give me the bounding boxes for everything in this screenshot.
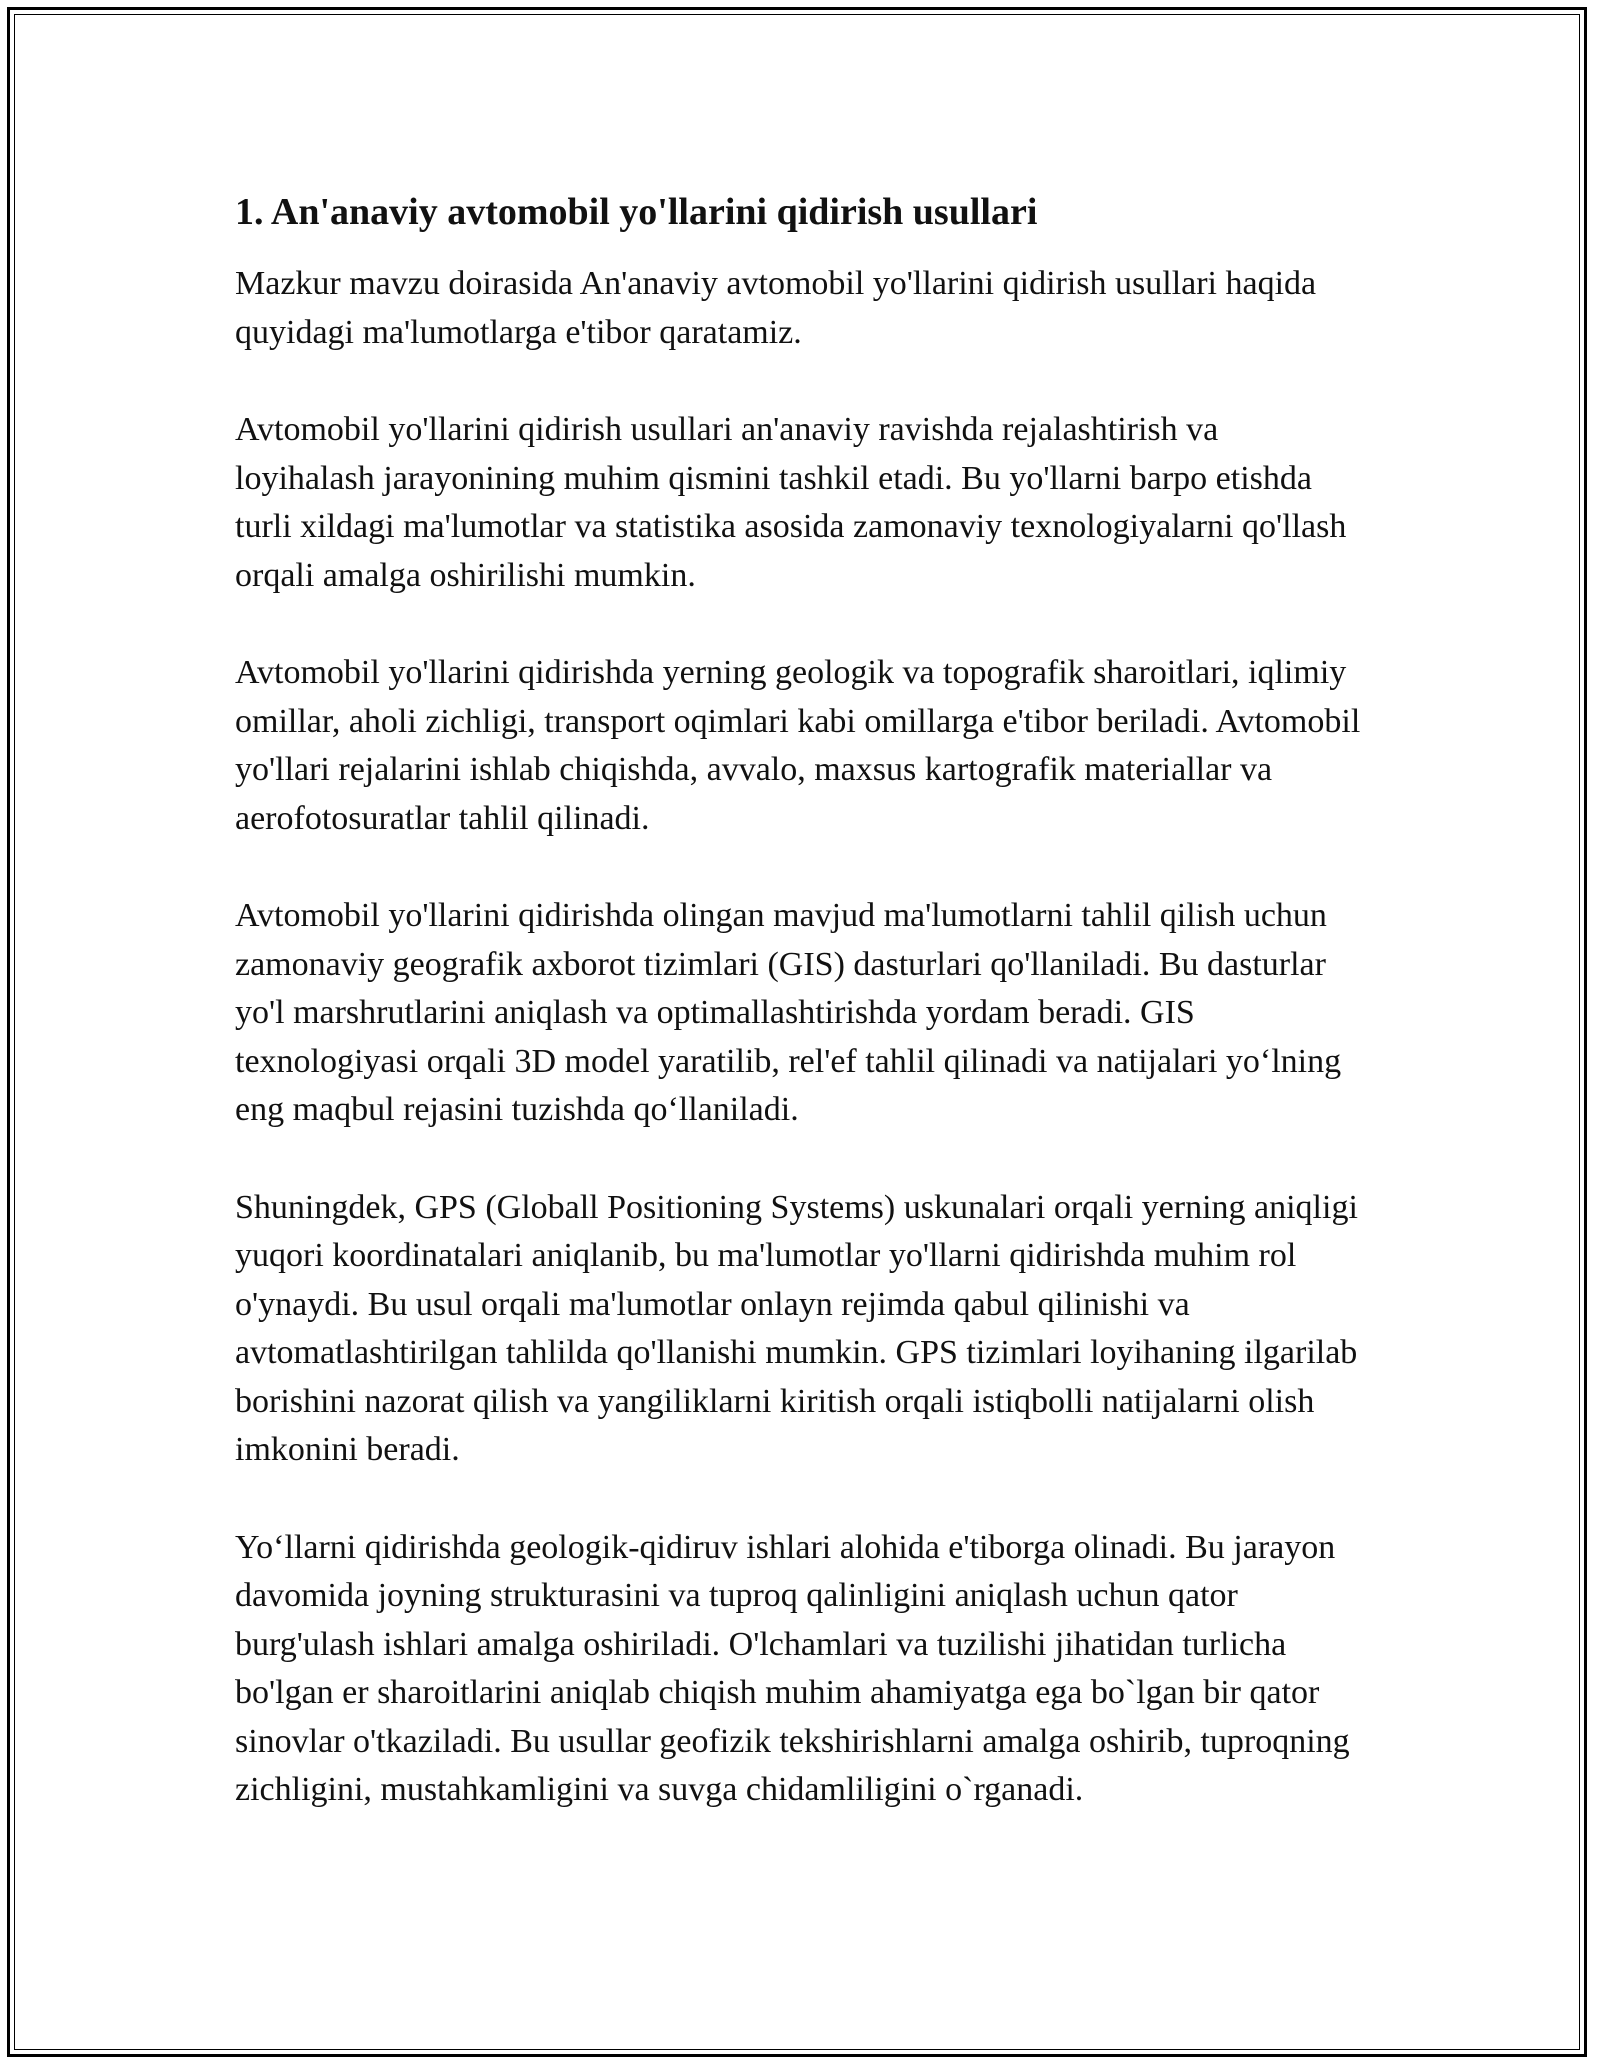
paragraph-gps: Shuningdek, GPS (Globall Positioning Systems) uskunalari orqali yerning aniqligi yuqori koordinatalari aniqlanib, bu ma'lumotlar yo'llarni qidirishda muhim rol o'ynaydi. Bu usul orqali ma'lumotlar onlayn rejimda qabul qilinishi va avtomatlashtirilgan tahlilda qo'llanishi mumkin. GPS tizimlari loyihaning ilgarilab borishini nazorat qilish va yangiliklarni kiritish orqali istiqbolli natijalarni olish imkonini beradi. (235, 1188, 1358, 1468)
paragraph-methods: Avtomobil yo'llarini qidirish usullari an'anaviy ravishda rejalashtirish va loyihalash jarayonining muhim qismini tashkil etadi. Bu yo'llarni barpo etishda turli xildagi ma'lumotlar va statistika asosida zamonaviy texnologiyalarni qo'llash orqali amalga oshirilishi mumkin. (235, 411, 1347, 594)
paragraph-intro: Mazkur mavzu doirasida An'anaviy avtomobil yo'llarini qidirish usullari haqida quyidagi ma'lumotlarga e'tibor qaratamiz. (235, 265, 1317, 351)
paragraph-gis: Avtomobil yo'llarini qidirishda olingan mavjud ma'lumotlarni tahlil qilish uchun zamonaviy geografik axborot tizimlari (GIS) dasturlari qo'llaniladi. Bu dasturlar yo'l marshrutlarini aniqlash va optimallashtirishda yordam beradi. GIS texnologiyasi orqali 3D model yaratilib, rel'ef tahlil qilinadi va natijalari yo‘lning eng maqbul rejasini tuzishda qo‘llaniladi. (235, 897, 1342, 1128)
paragraph-geology: Yo‘llarni qidirishda geologik-qidiruv ishlari alohida e'tiborga olinadi. Bu jarayon davomida joyning strukturasini va tuproq qalinligini aniqlash uchun qator burg'ulash ishlari amalga oshiriladi. O'lchamlari va tuzilishi jihatidan turlicha bo'lgan er sharoitlarini aniqlab chiqish muhim ahamiyatga ega bo`lgan bir qator sinovlar o'tkaziladi. Bu usullar geofizik tekshirishlarni amalga oshirib, tuproqning zichligini, mustahkamligini va suvga chidamliligini o`rganadi. (235, 1528, 1350, 1808)
document-title: 1. An'anaviy avtomobil yo'llarini qidirish usullari (235, 191, 1038, 233)
document-body (235, 184, 1365, 1864)
paragraph-conditions: Avtomobil yo'llarini qidirishda yerning geologik va topografik sharoitlari, iqlimiy omillar, aholi zichligi, transport oqimlari kabi omillarga e'tibor beriladi. Avtomobil yo'llari rejalarini ishlab chiqishda, avvalo, maxsus kartografik materiallar va aerofotosuratlar tahlil qilinadi. (235, 654, 1361, 837)
